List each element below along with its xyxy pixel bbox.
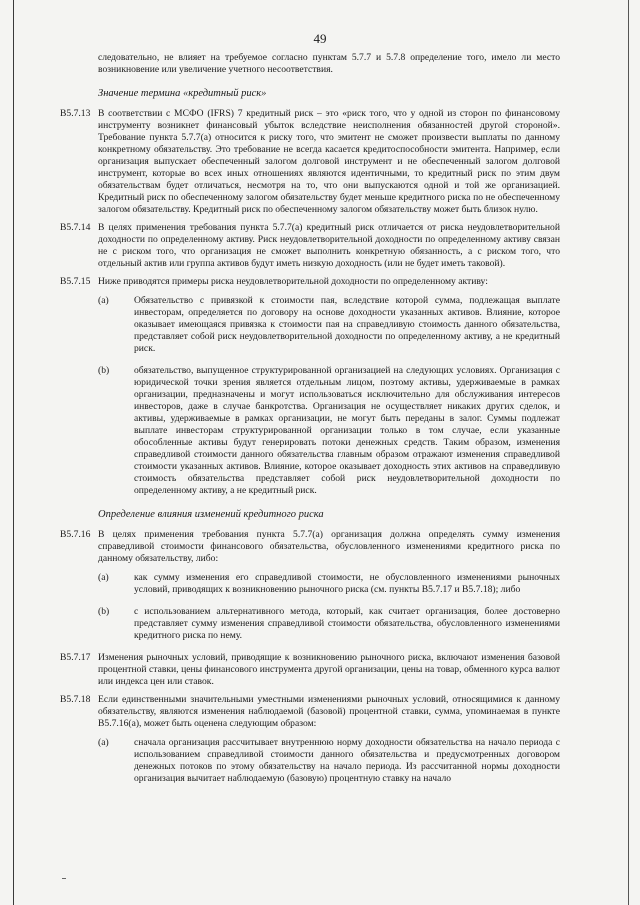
paragraph-text: Ниже приводятся примеры риска неудовлетворительной доходности по определенному активу:	[98, 276, 488, 287]
list-item-label: (a)	[98, 737, 109, 748]
paragraph-b5-7-14	[60, 222, 560, 270]
list-item-text: как сумму изменения его справедливой стоимости, не обусловленного изменениями рыночных условий, приводящих к возникновению рыночного риска (см. пункты B5.7.17 и B5.7.18); либо	[134, 572, 560, 595]
paragraph-number: B5.7.15	[60, 276, 91, 287]
section-heading-credit-risk-changes: Определение влияния изменений кредитного риска	[98, 509, 324, 520]
scan-mark	[62, 878, 66, 879]
paragraph-text: Изменения рыночных условий, приводящие к возникновению рыночного риска, включают изменения базовой процентной ставки, цены финансового инструмента другой организации, цены на товар, обменного курса валют или индекса цен или ставок.	[98, 652, 560, 687]
page-content	[60, 52, 560, 795]
paragraph-b5-7-13	[60, 108, 560, 216]
paragraph-number: B5.7.17	[60, 652, 91, 663]
list-item-b5-7-16-b	[60, 606, 560, 642]
list-item-label: (a)	[98, 572, 109, 583]
list-item-label: (b)	[98, 365, 110, 376]
list-item-label: (b)	[98, 606, 110, 617]
scan-left-edge	[13, 0, 14, 905]
paragraph-b5-7-15	[60, 276, 560, 288]
list-item-text: Обязательство с привязкой к стоимости пая, вследствие которой сумма, подлежащая выплате инвесторам, определяется по договору на основе доходности указанных активов. Влияние, которое оказывает имеющаяся привязка к стоимости пая на справедливую стоимость данного обязательства, представляет собой риск неудовлетворительной доходности по определенному активу, а не кредитный риск.	[134, 295, 560, 354]
list-item-text: с использованием альтернативного метода, который, как считает организация, более достоверно представляет сумму изменения справедливой стоимости обязательства, обусловленного изменениями кредитного риска по нему.	[134, 606, 560, 641]
paragraph-number: B5.7.16	[60, 529, 91, 540]
paragraph-b5-7-16	[60, 529, 560, 565]
list-item-label: (a)	[98, 295, 109, 306]
list-item-b5-7-15-b	[60, 365, 560, 497]
page-number: 49	[313, 31, 327, 46]
list-item-text: сначала организация рассчитывает внутреннюю норму доходности обязательства на начало периода с использованием справедливой стоимости данного обязательства и предусмотренных договором денежных потоков по этому обязательству на начало периода. Из рассчитанной нормы доходности организация вычитает наблюдаемую (базовую) процентную ставку на начало	[134, 737, 560, 784]
paragraph-number: B5.7.18	[60, 694, 91, 705]
list-item-text: обязательство, выпущенное структурированной организацией на следующих условиях. Организация с юридической точки зрения является отдельным лицом, поэтому активы, удерживаемые в рамках организации, предназначены и могут использоваться исключительно для обслуживания интересов инвесторов, даже в случае банкротства. Организация не осуществляет никаких других сделок, и активы, удерживаемые в рамках организации, не могут быть переданы в залог. Суммы подлежат выплате инвесторам структурированной организации только в том случае, если указанные обособленные активы будут генерировать потоки денежных средств. Таким образом, изменения справедливой стоимости данного обязательства главным образом отражают изменения справедливой стоимости указанных активов. Влияние, которое оказывает доходность этих активов на справедливую стоимость обязательства представляет собой риск неудовлетворительной доходности по определенному активу, а не кредитный риск.	[134, 365, 560, 496]
paragraph-text: В целях применения требования пункта 5.7.7(a) организация должна определять сумму изменения справедливой стоимости финансового обязательства, обусловленного изменениями кредитного риска по данному обязательству, либо:	[98, 529, 560, 564]
list-item-b5-7-18-a	[60, 737, 560, 785]
paragraph-b5-7-17	[60, 652, 560, 688]
list-item-b5-7-15-a	[60, 295, 560, 355]
lead-paragraph: следовательно, не влияет на требуемое согласно пунктам 5.7.7 и 5.7.8 определение того, имело ли место возникновение или увеличение учетного несоответствия.	[98, 52, 560, 75]
list-item-b5-7-16-a	[60, 572, 560, 596]
paragraph-text: В целях применения требования пункта 5.7.7(a) кредитный риск отличается от риска неудовлетворительной доходности по определенному активу. Риск неудовлетворительной доходности по определенному активу связан не с риском того, что организация не сможет выполнить конкретную обязанность, а с риском того, что отдельный актив или группа активов будут иметь низкую доходность (или не будет иметь таковой).	[98, 222, 560, 269]
scan-right-edge	[628, 0, 629, 905]
paragraph-number: B5.7.14	[60, 222, 91, 233]
paragraph-text: В соответствии с МСФО (IFRS) 7 кредитный риск – это «риск того, что у одной из сторон по финансовому инструменту возникнет финансовый убыток вследствие неисполнения обязанностей другой стороной». Требование пункта 5.7.7(a) относится к риску того, что эмитент не сможет произвести выплаты по данному конкретному обязательству. Это требование не всегда касается кредитоспособности эмитента. Например, если организация выпускает обеспеченный залогом долговой инструмент и не обеспеченный залогом долговой инструмент, которые во всех иных отношениях являются идентичными, то кредитный риск по этим двум обязательствам будет отличаться, несмотря на то, что они выпускаются одной и той же организацией. Кредитный риск по обеспеченному залогом обязательству будет меньше кредитного риска по не обеспеченному залогом обязательству. Кредитный риск по обеспеченному залогом обязательству может быть близок нулю.	[98, 108, 560, 215]
paragraph-number: B5.7.13	[60, 108, 91, 119]
paragraph-text: Если единственными значительными уместными изменениями рыночных условий, относящимися к данному обязательству, являются изменения наблюдаемой (базовой) процентной ставки, сумма, упоминаемая в пункте B5.7.16(a), может быть оценена следующим образом:	[98, 694, 560, 729]
section-heading-credit-risk: Значение термина «кредитный риск»	[98, 88, 267, 99]
paragraph-b5-7-18	[60, 694, 560, 730]
